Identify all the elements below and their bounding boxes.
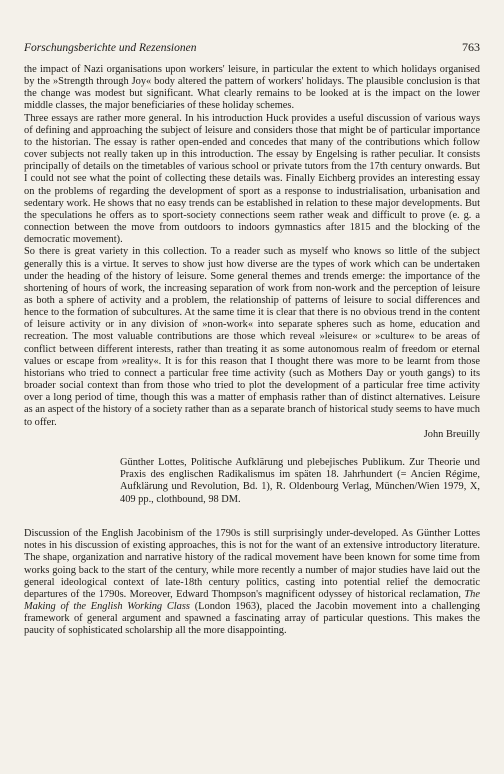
page-number: 763 [462,40,480,54]
running-head [24,40,480,55]
book-entry: Günther Lottes, Politische Aufklärung und plebejisches Publikum. Zur Theorie und Praxis des englischen Radikalismus im späten 18. Jahrhundert (= Ancien Régime, Aufklärung und Revolution, Bd. 1), R. Oldenbourg Verlag, München/Wien 1979, X, 409 pp., clothbound, 98 DM. [120,456,480,505]
review-2-paragraph-1 [24,528,480,637]
book-citation [120,457,480,506]
review-1-text [24,64,480,441]
review-2-text [24,528,480,637]
review-1-paragraph-3: So there is great variety in this collection. To a reader such as myself who knows so little of the subject generally this is a virtue. It serves to show just how diverse are the types of work which can be undertaken under the heading of the history of leisure. Some general themes and trends emerge: the importance of the shortening of hours of work, the increasing separation of work from non-work and the perception of leisure as both a sphere of activity and a problem, the relationship of patterns of leisure to social differences and hence to the formation of subcultures. At the same time it is clear that there is no obvious trend in the content of leisure activity or in any division of »non-work« into separate spheres such as home, education and recreation. The most valuable contributions are those which reveal »leisure« or »culture« to be areas of conflict between different interests, rather than treating it as some autonomous realm of freedom or eternal values or escape from »reality«. It is for this reason that I thought there was more to be learnt from those historians who tried to connect a particular free time activity (such as Mothers Day or youth gangs) to its broader social context than from those who tried to plot the development of a particular free time activity over a long period of time, though this was a matter of emphasis rather than of distinct alternatives. Leisure as an aspect of the history of a society rather than as a separate branch of historical study seems to have much to offer. [24,246,480,428]
reviewer-name: John Breuilly [423,428,480,440]
review-1-paragraph-2: Three essays are rather more general. In his introduction Huck provides a useful discussion of various ways of defining and approaching the subject of leisure and considers those that might be of particular importance to the historian. The essay is rather open-ended and concedes that many of the contributions which follow cover subjects not really taken up in this introduction. The essay by Engelsing is rather peculiar. It consists principally of details on the timetables of various school or private tutors from the 17th century onwards. But I could not see what the point of collecting these details was. Finally Eichberg provides an interesting essay on the problems of regarding the development of sport as a response to industrialisation, urbanisation and sedentary work. He shows that no easy trends can be established in relation to these major developments. But the speculations he offers as to sport-society connections seem rather weak and difficult to prove (e. g. a connection between the move from outdoors to indoors gymnastics after 1815 and the blocking of the democratic movement). [24,112,480,246]
paragraph-text-start: Discussion of the English Jacobinism of the 1790s is still surprisingly under-developed. As Günther Lottes notes in his discussion of existing approaches, this is not for the want of an extensive introductory literature. The shape, organization and narrative history of the radical movement have been known for some time from works going back to the start of the century, while more recently a number of major studies have laid out the general ideological context of late-18th century politics, casting into potential relief the democratic departures of the 1790s. Moreover, Edward Thompson's magnificent odyssey of historical reclamation, [24,528,480,600]
section-title: Forschungsberichte und Rezensionen [24,42,197,54]
paragraph-text-end: (London 1963), placed the Jacobin movement into a challenging framework of general argument and spawned a fascinating array of particular questions. This makes the paucity of sophisticated scholarship all the more disappointing. [24,600,480,637]
cited-book-title: The Making of the English Working Class [24,588,480,612]
review-1-paragraph-1: the impact of Nazi organisations upon workers' leisure, in particular the extent to which holidays organised by the »Strength through Joy« body altered the pattern of workers' holidays. The plausible conclusion is that the change was modest but significant. What clearly remains to be looked at is the impact on the lower middle classes, the major beneficiaries of these holiday schemes. [24,64,480,112]
reviewer-signature [24,429,480,441]
